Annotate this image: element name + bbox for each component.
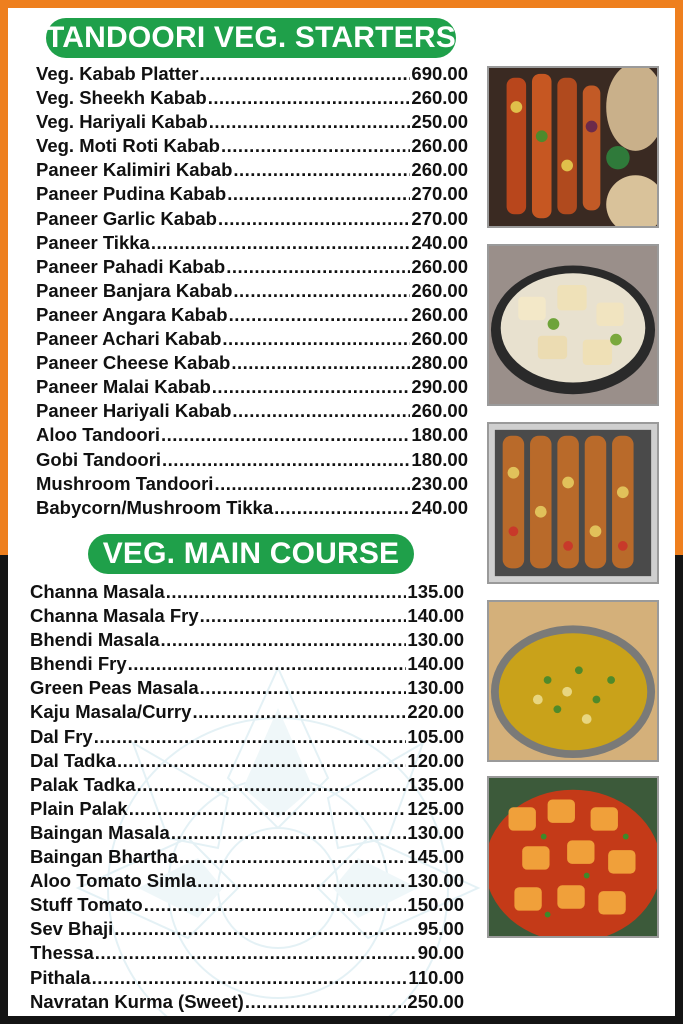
item-price: 145.00: [407, 846, 464, 868]
dot-leader: [232, 399, 410, 423]
item-name: Babycorn/Mushroom Tikka: [36, 496, 274, 518]
menu-item: [30, 845, 464, 869]
item-name: Veg. Moti Roti Kabab: [36, 135, 220, 157]
item-name: Sev Bhaji: [30, 918, 114, 940]
dot-leader: [161, 628, 407, 652]
dot-leader: [137, 773, 407, 797]
item-price: 130.00: [407, 677, 464, 699]
dot-leader: [95, 941, 417, 965]
item-name: Green Peas Masala: [30, 677, 199, 699]
item-price: 260.00: [411, 303, 468, 325]
menu-item: [30, 628, 464, 652]
item-name: Baingan Masala: [30, 821, 170, 843]
dot-leader: [221, 134, 410, 158]
menu-item: [36, 110, 468, 134]
item-name: Paneer Malai Kabab: [36, 376, 211, 398]
curry-bowl-photo: [487, 600, 659, 762]
tandoori-grill-photo: [487, 422, 659, 584]
item-name: Paneer Achari Kabab: [36, 328, 222, 350]
item-price: 125.00: [407, 797, 464, 819]
item-price: 270.00: [411, 183, 468, 205]
item-price: 250.00: [411, 111, 468, 133]
tomato-curry-photo: [487, 776, 659, 938]
item-name: Paneer Pudina Kabab: [36, 183, 227, 205]
dot-leader: [208, 86, 411, 110]
item-name: Bhendi Fry: [30, 653, 127, 675]
section-heading-main-course: VEG. MAIN COURSE: [88, 534, 414, 574]
item-name: Baingan Bhartha: [30, 846, 179, 868]
menu-item: [36, 158, 468, 182]
dot-leader: [222, 327, 410, 351]
menu-panel: [8, 8, 675, 1016]
dot-leader: [214, 472, 410, 496]
item-price: 240.00: [411, 496, 468, 518]
dot-leader: [231, 351, 410, 375]
item-name: Kaju Masala/Curry: [30, 701, 192, 723]
menu-item: [30, 990, 464, 1014]
item-name: Dal Fry: [30, 725, 93, 747]
item-price: 130.00: [407, 870, 464, 892]
item-name: Plain Palak: [30, 797, 128, 819]
item-price: 135.00: [407, 581, 464, 602]
menu-item: [30, 821, 464, 845]
dot-leader: [227, 182, 410, 206]
menu-item: [30, 941, 464, 965]
menu-item: [30, 580, 464, 604]
menu-item: [36, 279, 468, 303]
item-price: 130.00: [407, 629, 464, 651]
dot-leader: [197, 869, 406, 893]
menu-item: [30, 676, 464, 700]
dot-leader: [274, 496, 410, 520]
item-name: Paneer Cheese Kabab: [36, 352, 231, 374]
item-name: Veg. Kabab Platter: [36, 63, 199, 84]
item-name: Pithala: [30, 966, 91, 988]
dot-leader: [200, 676, 407, 700]
item-price: 270.00: [411, 207, 468, 229]
dot-leader: [144, 893, 407, 917]
dot-leader: [114, 917, 416, 941]
menu-item: [30, 966, 464, 990]
item-name: Paneer Hariyali Kabab: [36, 400, 232, 422]
item-name: Veg. Hariyali Kabab: [36, 111, 208, 133]
dot-leader: [129, 797, 407, 821]
item-name: Thessa: [30, 942, 94, 964]
menu-item: [30, 725, 464, 749]
menu-item: [30, 917, 464, 941]
item-price: 260.00: [411, 87, 468, 109]
menu-item: [36, 327, 468, 351]
dot-leader: [226, 255, 410, 279]
dot-leader: [166, 580, 407, 604]
item-name: Channa Masala: [30, 581, 165, 602]
dot-leader: [200, 604, 407, 628]
menu-item: [36, 472, 468, 496]
menu-item: [36, 351, 468, 375]
item-price: 120.00: [407, 749, 464, 771]
dot-leader: [199, 62, 410, 86]
dot-leader: [233, 279, 410, 303]
item-name: Palak Tadka: [30, 773, 136, 795]
menu-item: [36, 134, 468, 158]
item-name: Dal Tadka: [30, 749, 117, 771]
menu-item: [36, 255, 468, 279]
item-price: 135.00: [407, 773, 464, 795]
item-price: 180.00: [411, 424, 468, 446]
dot-leader: [245, 990, 407, 1014]
item-name: Aloo Tandoori: [36, 424, 160, 446]
menu-item: [30, 652, 464, 676]
menu-item: [30, 893, 464, 917]
menu-item: [36, 303, 468, 327]
menu-item: [36, 62, 468, 86]
section-heading-starters: TANDOORI VEG. STARTERS: [46, 18, 456, 58]
item-price: 230.00: [411, 472, 468, 494]
menu-item: [30, 869, 464, 893]
item-price: 290.00: [411, 376, 468, 398]
item-price: 260.00: [411, 135, 468, 157]
menu-item: [36, 207, 468, 231]
item-name: Stuff Tomato: [30, 894, 143, 916]
item-name: Paneer Angara Kabab: [36, 303, 228, 325]
menu-item: [30, 797, 464, 821]
item-name: Paneer Pahadi Kabab: [36, 255, 226, 277]
dot-leader: [128, 652, 407, 676]
item-name: Channa Masala Fry: [30, 605, 199, 627]
dot-leader: [117, 749, 406, 773]
dot-leader: [218, 207, 410, 231]
dot-leader: [229, 303, 411, 327]
dot-leader: [162, 448, 410, 472]
menu-item: [30, 700, 464, 724]
menu-item: [36, 423, 468, 447]
item-price: 105.00: [407, 725, 464, 747]
item-price: 260.00: [411, 400, 468, 422]
item-price: 140.00: [407, 653, 464, 675]
menu-item: [30, 604, 464, 628]
dot-leader: [151, 231, 411, 255]
item-name: Navratan Kurma (Sweet): [30, 990, 244, 1012]
dot-leader: [92, 966, 408, 990]
menu-item: [36, 375, 468, 399]
item-price: 130.00: [407, 821, 464, 843]
dot-leader: [192, 700, 406, 724]
item-price: 140.00: [407, 605, 464, 627]
dot-leader: [209, 110, 411, 134]
menu-item: [36, 496, 468, 520]
dot-leader: [94, 725, 407, 749]
dot-leader: [161, 423, 410, 447]
dot-leader: [171, 821, 407, 845]
item-price: 260.00: [411, 279, 468, 301]
item-name: Paneer Banjara Kabab: [36, 279, 233, 301]
kebab-skewers-photo: [487, 66, 659, 228]
item-price: 690.00: [411, 63, 468, 84]
menu-item: [30, 773, 464, 797]
item-price: 260.00: [411, 255, 468, 277]
dot-leader: [179, 845, 406, 869]
starters-list: [36, 62, 468, 520]
item-price: 180.00: [411, 448, 468, 470]
paneer-malai-tikka-photo: [487, 244, 659, 406]
item-price: 110.00: [408, 966, 464, 988]
menu-item: [30, 749, 464, 773]
main-course-list: [30, 580, 464, 1014]
item-name: Bhendi Masala: [30, 629, 160, 651]
item-price: 150.00: [407, 894, 464, 916]
item-price: 260.00: [411, 328, 468, 350]
item-price: 95.00: [417, 918, 464, 940]
item-name: Mushroom Tandoori: [36, 472, 214, 494]
dot-leader: [233, 158, 410, 182]
menu-item: [36, 399, 468, 423]
item-price: 280.00: [411, 352, 468, 374]
item-price: 90.00: [417, 942, 464, 964]
item-name: Gobi Tandoori: [36, 448, 162, 470]
item-price: 250.00: [407, 990, 464, 1012]
item-name: Aloo Tomato Simla: [30, 870, 197, 892]
menu-item: [36, 448, 468, 472]
item-price: 220.00: [407, 701, 464, 723]
dot-leader: [212, 375, 411, 399]
item-name: Veg. Sheekh Kabab: [36, 87, 207, 109]
item-price: 260.00: [411, 159, 468, 181]
menu-item: [36, 182, 468, 206]
item-name: Paneer Tikka: [36, 231, 150, 253]
menu-item: [36, 86, 468, 110]
item-name: Paneer Kalimiri Kabab: [36, 159, 233, 181]
menu-item: [36, 231, 468, 255]
item-price: 240.00: [411, 231, 468, 253]
item-name: Paneer Garlic Kabab: [36, 207, 217, 229]
